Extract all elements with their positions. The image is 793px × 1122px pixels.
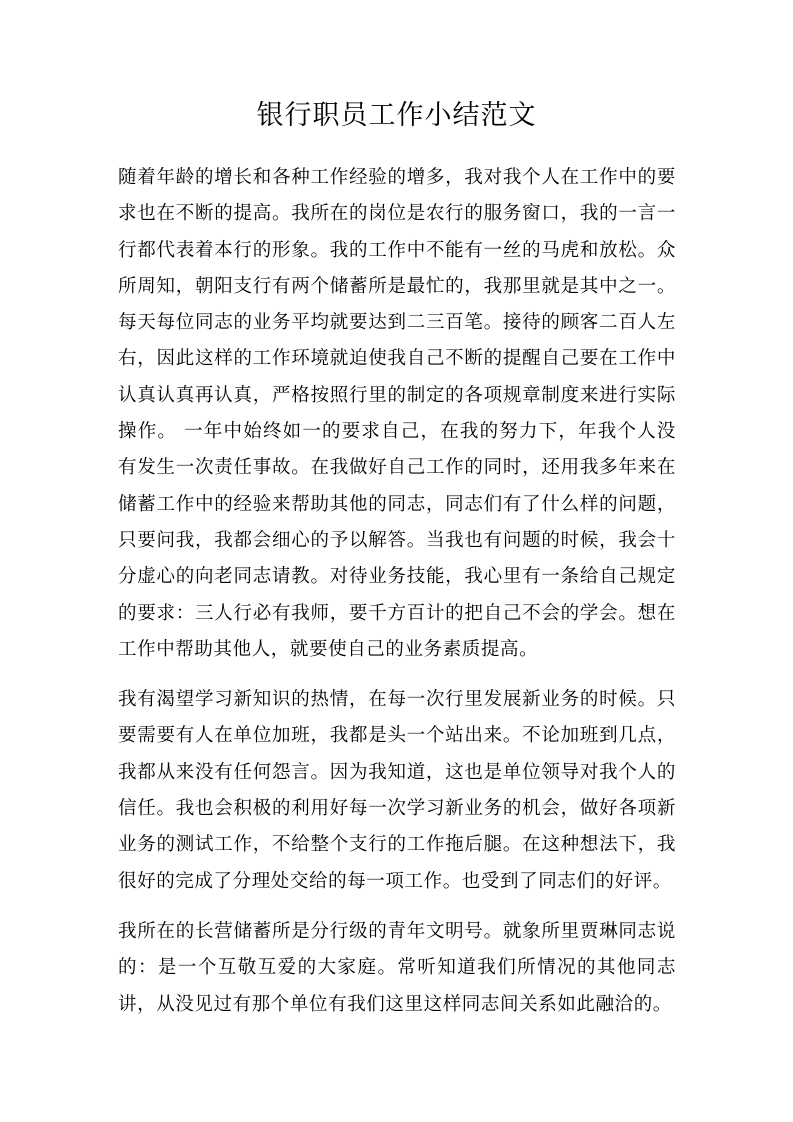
paragraph-3: 我所在的长营储蓄所是分行级的青年文明号。就象所里贾琳同志说的：是一个互敬互爱的大家庭。常听知道我们所情况的其他同志讲，从没见过有那个单位有我们这里这样同志间关系如此融洽的。 [118,920,676,1015]
paragraph-1: 随着年龄的增长和各种工作经验的增多，我对我个人在工作中的要求也在不断的提高。我所在的岗位是农行的服务窗口，我的一言一行都代表着本行的形象。我的工作中不能有一丝的马虎和放松。众所周知，朝阳支行有两个储蓄所是最忙的，我那里就是其中之一。每天每位同志的业务平均就要达到二三百笔。接待的顾客二百人左右，因此这样的工作环境就迫使我自己不断的提醒自己要在工作中认真认真再认真，严格按照行里的制定的各项规章制度来进行实际操作。 一年中始终如一的要求自己，在我的努力下，年我个人没有发生一次责任事故。在我做好自己工作的同时，还用我多年来在储蓄工作中的经验来帮助其他的同志，同志们有了什么样的问题，只要问我，我都会细心的予以解答。当我也有问题的时候，我会十分虚心的向老同志请教。对待业务技能，我心里有一条给自己规定的要求：三人行必有我师，要千方百计的把自己不会的学会。想在工作中帮助其他人，就要使自己的业务素质提高。 [118,167,676,660]
document-body [118,160,676,1023]
document-title: 银行职员工作小结范文 [256,100,537,131]
paragraph-2: 我有渴望学习新知识的热情，在每一次行里发展新业务的时候。只要需要有人在单位加班，我都是头一个站出来。不论加班到几点，我都从来没有任何怨言。因为我知道，这也是单位领导对我个人的信任。我也会积极的利用好每一次学习新业务的机会，做好各项新业务的测试工作，不给整个支行的工作拖后腿。在这种想法下，我很好的完成了分理处交给的每一项工作。也受到了同志们的好评。 [118,689,676,892]
